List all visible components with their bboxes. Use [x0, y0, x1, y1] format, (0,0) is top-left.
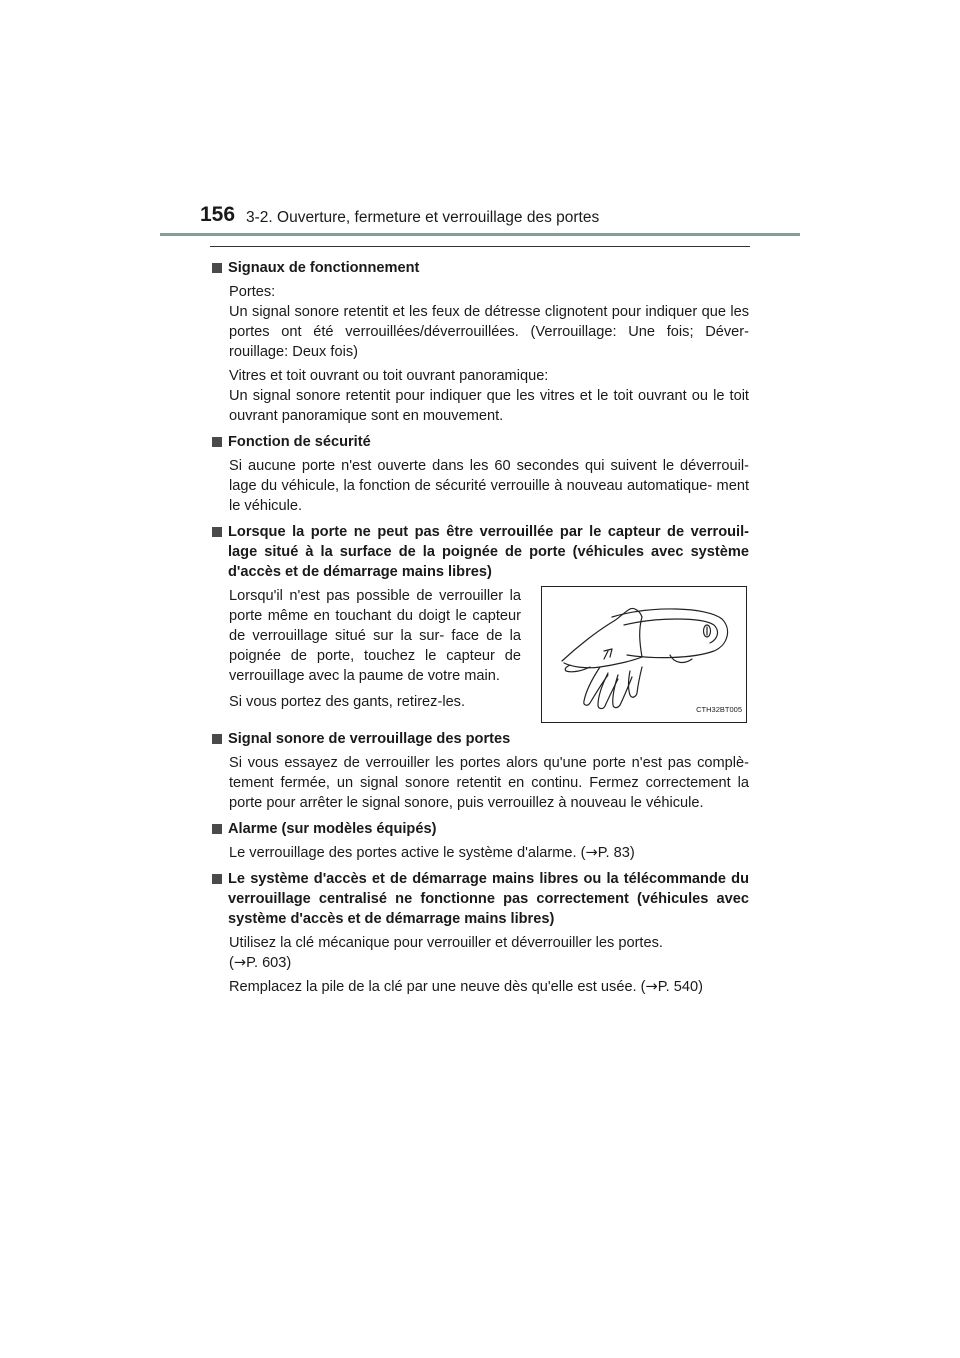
paragraph: [212, 977, 749, 997]
paragraph: Si aucune porte n'est ouverte dans les 60 secondes qui suivent le déverrouil- lage du véhicule, la fonction de sécurité verrouille à nouveau automatique- ment le véhicule.: [229, 458, 749, 514]
item-cle: [212, 869, 749, 997]
content: [212, 258, 749, 1003]
page-reference: P. 603: [246, 955, 287, 971]
arrow-icon: →: [645, 978, 658, 995]
square-bullet-icon: [212, 874, 222, 884]
item-heading: [212, 432, 749, 452]
item-alarme: [212, 819, 749, 863]
figure-code: CTH32BT005: [696, 705, 742, 714]
item-signal-sonore: [212, 729, 749, 813]
page-reference: P. 540: [657, 979, 699, 995]
heading-text: Alarme (sur modèles équipés): [228, 821, 437, 837]
arrow-icon: →: [233, 954, 247, 971]
square-bullet-icon: [212, 527, 222, 537]
item-heading: [212, 258, 749, 278]
item-heading: [212, 819, 749, 839]
paragraph: Un signal sonore retentit pour indiquer que les vitres et le toit ouvrant ou le toit ouvrant panoramique sont en mouvement.: [229, 388, 749, 424]
item-heading: [212, 522, 749, 582]
paragraph: (→P. 603): [229, 954, 292, 971]
paragraph: Vitres et toit ouvrant ou toit ouvrant panoramique:: [229, 368, 549, 384]
text: ): [629, 845, 635, 861]
text-with-figure: [212, 586, 749, 723]
square-bullet-icon: [212, 263, 222, 273]
page-number: 156: [200, 203, 236, 226]
heading-text: Signaux de fonctionnement: [228, 260, 420, 276]
text: ): [698, 979, 703, 995]
figure-caption-text: [229, 586, 521, 723]
paragraph: Si vous essayez de verrouiller les portes alors qu'une porte n'est pas complè- tement fermée, un signal sonore retentit en continu. Fermez correctement la porte pour arrêter le signal sonore, puis verrouillez à nouveau le véhicule.: [229, 755, 749, 811]
page-reference: P. 83: [597, 845, 630, 861]
item-securite: [212, 432, 749, 516]
square-bullet-icon: [212, 734, 222, 744]
section-rule: [210, 246, 750, 247]
heading-text: Fonction de sécurité: [228, 434, 371, 450]
arrow-icon: →: [585, 844, 598, 861]
item-heading: [212, 869, 749, 929]
paragraph: Utilisez la clé mécanique pour verrouiller et déverrouiller les portes.: [229, 935, 663, 951]
paragraph: Portes:: [229, 284, 276, 300]
page-header: [160, 203, 800, 235]
heading-text: Signal sonore de verrouillage des portes: [228, 731, 511, 747]
paragraph: [212, 843, 749, 863]
paragraph: Un signal sonore retentit et les feux de détresse clignotent pour indiquer que les portes ont été verrouillées/déverrouillées. (Verrouillage: Une fois; Déver- rouillage: Deux fois): [229, 304, 749, 360]
square-bullet-icon: [212, 437, 222, 447]
item-heading: [212, 729, 749, 749]
heading-text: Le système d'accès et de démarrage mains libres ou la télécommande du verrouillage centralisé ne fonctionne pas correctement (véhicules avec système d'accès et de démarrage mains libres): [228, 871, 749, 927]
item-capteur: [212, 522, 749, 723]
text: Le verrouillage des portes active le système d'alarme. (: [229, 845, 586, 861]
text: Remplacez la pile de la clé par une neuve dès qu'elle est usée. (: [229, 979, 646, 995]
heading-text: Lorsque la porte ne peut pas être verrouillée par le capteur de verrouil- lage situé à la surface de la poignée de porte (véhicules avec système d'accès et de démarrage mains libres): [228, 524, 749, 580]
square-bullet-icon: [212, 824, 222, 834]
paragraph: Si vous portez des gants, retirez-les.: [229, 694, 466, 710]
hand-on-door-handle-illustration: [541, 586, 747, 723]
paragraph: Lorsqu'il n'est pas possible de verrouiller la porte même en touchant du doigt le capteur de verrouillage situé sur la sur- face de la poignée de porte, touchez le capteur de verrouillage avec la paume de votre main.: [229, 588, 521, 684]
item-signaux: [212, 258, 749, 426]
header-rule: [160, 233, 800, 236]
chapter-title: 3-2. Ouverture, fermeture et verrouillage des portes: [246, 209, 600, 226]
